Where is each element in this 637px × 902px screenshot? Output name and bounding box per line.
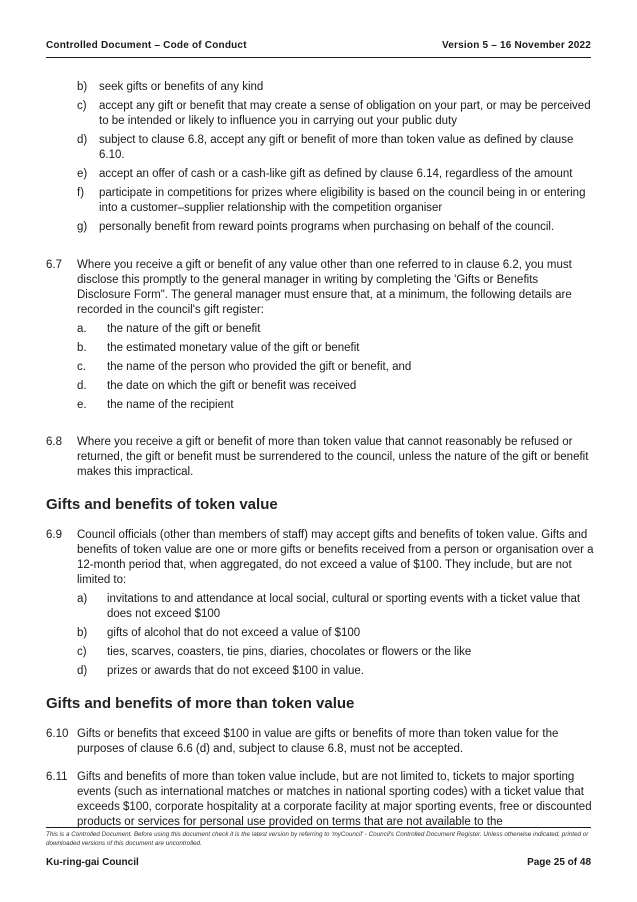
page-body [46,80,594,830]
list-item-label: c. [77,361,86,373]
list-item [77,360,594,375]
list-item [77,379,594,394]
clause-text: Gifts or benefits that exceed $100 in value are gifts or benefits of more than token value for the purposes of clause 6.6 (d) and, subject to clause 6.8, must not be accepted. [77,728,559,755]
header-version: Version 5 – 16 November 2022 [441,40,591,51]
list-item-text: the name of the recipient [107,399,234,411]
list-item [77,220,594,235]
list-item [77,341,594,356]
clause-6-7 [46,258,594,413]
list-item-label: e) [77,168,88,180]
list-item-text: the nature of the gift or benefit [107,323,261,335]
clause-text: Gifts and benefits of more than token value include, but are not limited to, tickets to major sporting events (such as international matches or matches in national sporting codes) with a ticket value that exceeds $100, corporate hospitality at a corporate facility at major sporting events, free or discounted products or services for personal use provided on terms that are not available to the [77,771,592,828]
list-item-text: the estimated monetary value of the gift or benefit [107,342,360,354]
clause-number: 6.8 [46,436,62,448]
clause-text: Where you receive a gift or benefit of more than token value that cannot reasonably be refused or returned, the gift or benefit must be surrendered to the council, unless the nature of the gift or benefit makes this impractical. [77,436,589,478]
list-item-label: d. [77,380,87,392]
page-number: Page 25 of 48 [527,857,591,868]
clause-6-8 [46,435,594,480]
list-item-text: gifts of alcohol that do not exceed a value of $100 [107,627,361,639]
section-heading-token-value: Gifts and benefits of token value [46,496,278,513]
list-item-label: a) [77,593,88,605]
header-document-title: Controlled Document – Code of Conduct [46,40,247,51]
list-item-text: prizes or awards that do not exceed $100 in value. [107,665,364,677]
footer-divider [46,827,591,828]
header-divider [46,57,591,58]
list-item-label: d) [77,134,88,146]
list-item [77,167,594,182]
list-item-text: the date on which the gift or benefit was received [107,380,357,392]
list-item [77,133,594,163]
list-item [77,186,594,216]
clause-number: 6.9 [46,529,62,541]
list-item [77,645,594,660]
list-item [77,99,594,129]
page-footer [46,857,591,868]
list-item-label: a. [77,323,87,335]
list-item-label: f) [77,187,85,199]
list-item-text: personally benefit from reward points programs when purchasing on behalf of the council. [99,221,555,233]
list-item [77,664,594,679]
list-item-text: ties, scarves, coasters, tie pins, diaries, chocolates or flowers or the like [107,646,472,658]
list-item-label: b) [77,627,88,639]
clause-text: Council officials (other than members of staff) may accept gifts and benefits of token value. Gifts and benefits of token value are one or more gifts or benefits received from a person or organisation over a 12-month period that, when aggregated, do not exceed a value of $100. They include, but are not limited to: [77,529,594,586]
list-item-text: invitations to and attendance at local social, cultural or sporting events with a ticket value that does not exceed $100 [107,593,581,620]
list-item-label: g) [77,221,88,233]
page-header [46,40,591,51]
list-item-text: seek gifts or benefits of any kind [99,81,264,93]
list-item [77,592,594,622]
list-item-label: d) [77,665,88,677]
footer-organisation: Ku-ring-gai Council [46,857,139,868]
list-top [77,80,594,235]
list-item-label: b. [77,342,87,354]
list-item-text: participate in competitions for prizes where eligibility is based on the council being in or entering into a customer–supplier relationship with the competition organiser [99,187,586,214]
clause-number: 6.7 [46,259,62,271]
section-heading-more-than-token-value: Gifts and benefits of more than token value [46,695,355,712]
clause-number: 6.11 [46,771,68,783]
list-item [77,398,594,413]
list-item-label: e. [77,399,87,411]
list-item [77,626,594,641]
clause-6-9 [46,528,594,679]
clause-text: Where you receive a gift or benefit of any value other than one referred to in clause 6.2, you must disclose this promptly to the general manager in writing by completing the 'Gifts or Benefits Disclosure Form". The general manager must ensure that, at a minimum, the following details are recorded in the council's gift register: [77,259,572,316]
list-item [77,80,594,95]
list-item-text: accept any gift or benefit that may create a sense of obligation on your part, or may be perceived to be intended or likely to influence you in carrying out your public duty [99,100,591,127]
controlled-document-disclaimer: This is a Controlled Document. Before using this document check it is the latest version by referring to 'myCouncil' - Council's Controlled Document Register. Unless otherwise indicated, printed or downloaded versions of this document are uncontrolled. [46,831,589,847]
list-item [77,322,594,337]
list-item-label: c) [77,100,87,112]
clause-6-11 [46,770,594,830]
list-item-label: c) [77,646,87,658]
list-item-label: b) [77,81,88,93]
list-item-text: accept an offer of cash or a cash-like gift as defined by clause 6.14, regardless of the amount [99,168,573,180]
list-item-text: subject to clause 6.8, accept any gift or benefit of more than token value as defined by clause 6.10. [99,134,574,161]
clause-6-10 [46,727,594,757]
list-item-text: the name of the person who provided the gift or benefit, and [107,361,412,373]
clause-number: 6.10 [46,728,69,740]
